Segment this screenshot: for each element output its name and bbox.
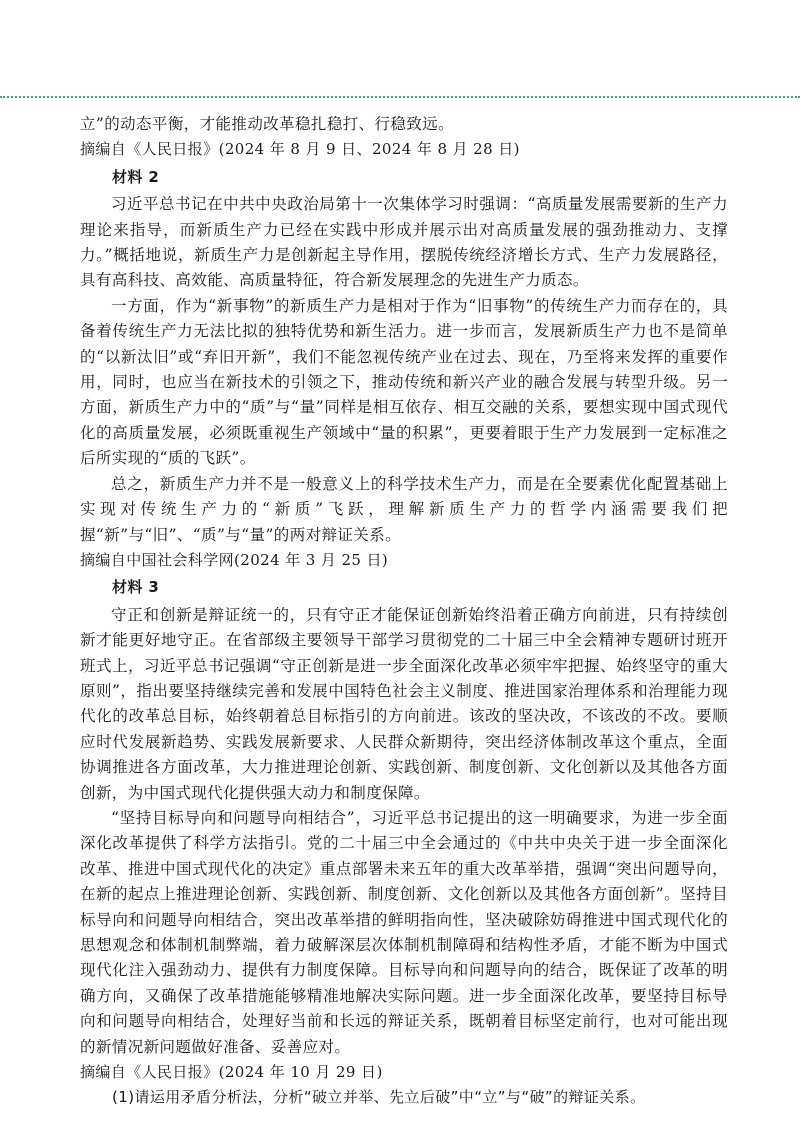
continuation-source: 摘编自《人民日报》(2024 年 8 月 9 日、2024 年 8 月 28 日) — [80, 140, 520, 159]
material-2-paragraph-1: 习近平总书记在中共中央政治局第十一次集体学习时强调：“高质量发展需要新的生产力理论来指导，而新质生产力已经在实践中形成并展示出对高质量发展的强劲推动力、支撑力。”概括地说，新质生产力是创新起主导作用，摆脱传统经济增长方式、生产力发展路径，具有高科技、高效能、高质量特征，符合新发展理念的先进生产力质态。 — [80, 195, 728, 290]
material-3-paragraph-2: “坚持目标导向和问题导向相结合”，习近平总书记提出的这一明确要求，为进一步全面深化改革提供了科学方法指引。党的二十届三中全会通过的《中共中央关于进一步全面深化改革、推进中国式现代化的决定》重点部署未来五年的重大改革举措，强调“突出问题导向，在新的起点上推进理论创新、实践创新、制度创新、文化创新以及其他各方面创新”。坚持目标导向和问题导向相结合，突出改革举措的鲜明指向性，坚决破除妨碍推进中国式现代化的思想观念和体制机制弊端，着力破解深层次体制机制障碍和结构性矛盾，才能不断为中国式现代化注入强劲动力、提供有力制度保障。目标导向和问题导向的结合，既保证了改革的明确方向，又确保了改革措施能够精准地解决实际问题。进一步全面深化改革，要坚持目标导向和问题导向相结合，处理好当前和长远的辩证关系，既朝着目标坚定前行，也对可能出现的新情况新问题做好准备、妥善应对。 — [80, 808, 728, 1056]
material-2-heading: 材料 2 — [112, 167, 160, 186]
top-dotted-rule — [0, 96, 800, 98]
question-1: (1)请运用矛盾分析法，分析“破立并举、先立后破”中“立”与“破”的辩证关系。 — [112, 1088, 646, 1107]
material-3-heading: 材料 3 — [112, 578, 160, 597]
material-3-paragraph-1: 守正和创新是辩证统一的，只有守正才能保证创新始终沿着正确方向前进，只有持续创新才能更好地守正。在省部级主要领导干部学习贯彻党的二十届三中全会精神专题研讨班开班式上，习近平总书记强调“守正创新是进一步全面深化改革必须牢牢把握、始终坚守的重大原则”，指出要坚持继续完善和发展中国特色社会主义制度、推进国家治理体系和治理能力现代化的改革总目标，始终朝着总目标指引的方向前进。该改的坚决改，不该改的不改。要顺应时代发展新趋势、实践发展新要求、人民群众新期待，突出经济体制改革这个重点，全面协调推进各方面改革，大力推进理论创新、实践创新、制度创新、文化创新以及其他各方面创新，为中国式现代化提供强大动力和制度保障。 — [80, 605, 728, 802]
document-body — [80, 112, 728, 1111]
material-2-paragraph-2: 一方面，作为“新事物”的新质生产力是相对于作为“旧事物”的传统生产力而存在的，具备着传统生产力无法比拟的独特优势和新生活力。进一步而言，发展新质生产力也不是简单的“以新汰旧”或“弃旧开新”，我们不能忽视传统产业在过去、现在，乃至将来发挥的重要作用，同时，也应当在新技术的引领之下，推动传统和新兴产业的融合发展与转型升级。另一方面，新质生产力中的“质”与“量”同样是相互依存、相互交融的关系，要想实现中国式现代化的高质量发展，必须既重视生产领域中“量的积累”，更要着眼于生产力发展到一定标准之后所实现的“质的飞跃”。 — [80, 296, 728, 468]
material-2-paragraph-3: 总之，新质生产力并不是一般意义上的科学技术生产力，而是在全要素优化配置基础上实现对传统生产力的“新质”飞跃，理解新质生产力的哲学内涵需要我们把握“新”与“旧”、“质”与“量”的两对辩证关系。 — [80, 474, 728, 544]
material-3-source: 摘编自《人民日报》(2024 年 10 月 29 日) — [80, 1063, 383, 1082]
continuation-paragraph: 立”的动态平衡，才能推动改革稳扎稳打、行稳致远。 — [80, 115, 455, 133]
material-2-source: 摘编自中国社会科学网(2024 年 3 月 25 日) — [80, 550, 389, 569]
